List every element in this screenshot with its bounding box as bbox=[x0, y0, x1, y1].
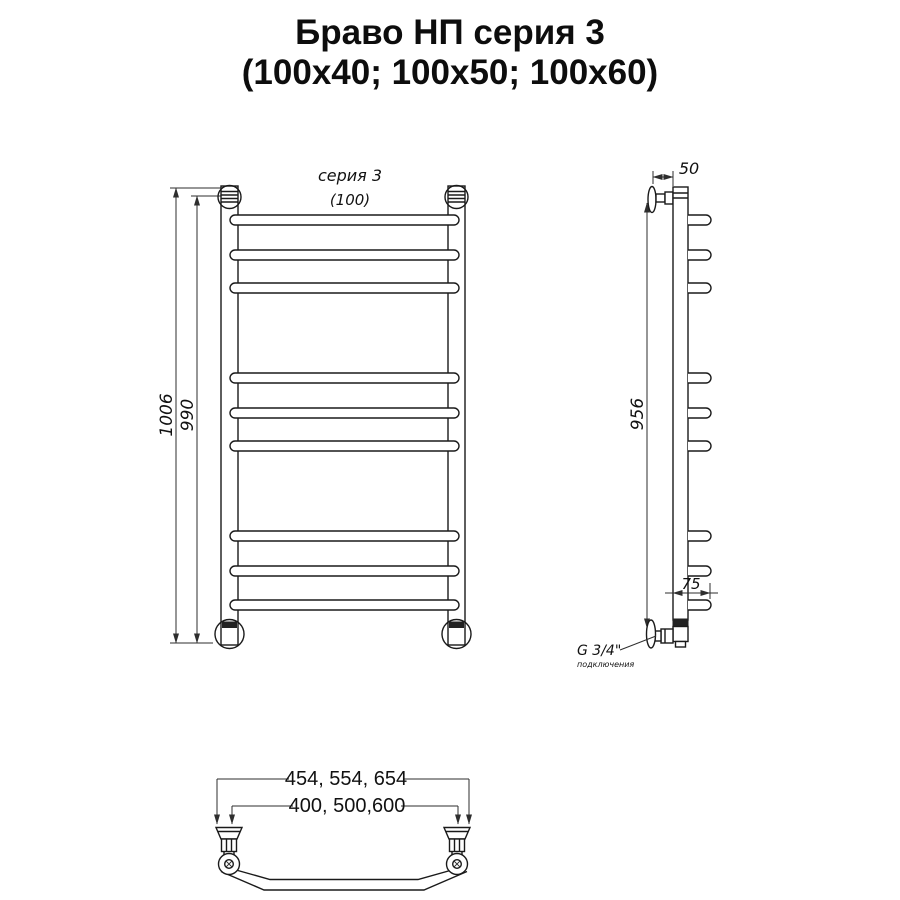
side-top-wall-flange bbox=[648, 187, 656, 213]
front-rungs bbox=[230, 215, 459, 610]
side-view bbox=[577, 159, 718, 669]
side-height-label: 956 bbox=[628, 397, 648, 431]
front-series-label: серия 3 bbox=[317, 166, 383, 185]
title-line2: (100x40; 100x50; 100x60) bbox=[241, 53, 659, 92]
bottom-view bbox=[216, 768, 470, 890]
side-rungs bbox=[688, 215, 711, 610]
bottom-left-post-section bbox=[219, 854, 240, 875]
front-view bbox=[157, 166, 471, 649]
side-bottom-connection bbox=[647, 619, 689, 649]
bottom-left-bracket bbox=[216, 828, 242, 856]
bottom-axis-width-label: 400, 500,600 bbox=[288, 795, 406, 817]
side-bottom-wall-flange bbox=[647, 620, 656, 648]
connection-thread-label: G 3/4" bbox=[577, 643, 622, 659]
title-line1: Браво НП серия 3 bbox=[295, 13, 605, 52]
connection-note-label: подключения bbox=[577, 660, 635, 669]
front-overall-height-label: 1006 bbox=[157, 393, 177, 437]
bottom-right-bracket bbox=[444, 828, 470, 856]
side-hook-depth-label: 75 bbox=[681, 575, 701, 593]
bottom-tube bbox=[221, 869, 467, 890]
front-width-label: (100) bbox=[329, 191, 371, 209]
front-mount-height-label: 990 bbox=[178, 398, 198, 432]
side-post bbox=[673, 187, 688, 620]
bottom-overall-width-label: 454, 554, 654 bbox=[284, 768, 408, 790]
bottom-right-post-section bbox=[447, 854, 468, 875]
side-wall-offset-label: 50 bbox=[678, 159, 700, 178]
